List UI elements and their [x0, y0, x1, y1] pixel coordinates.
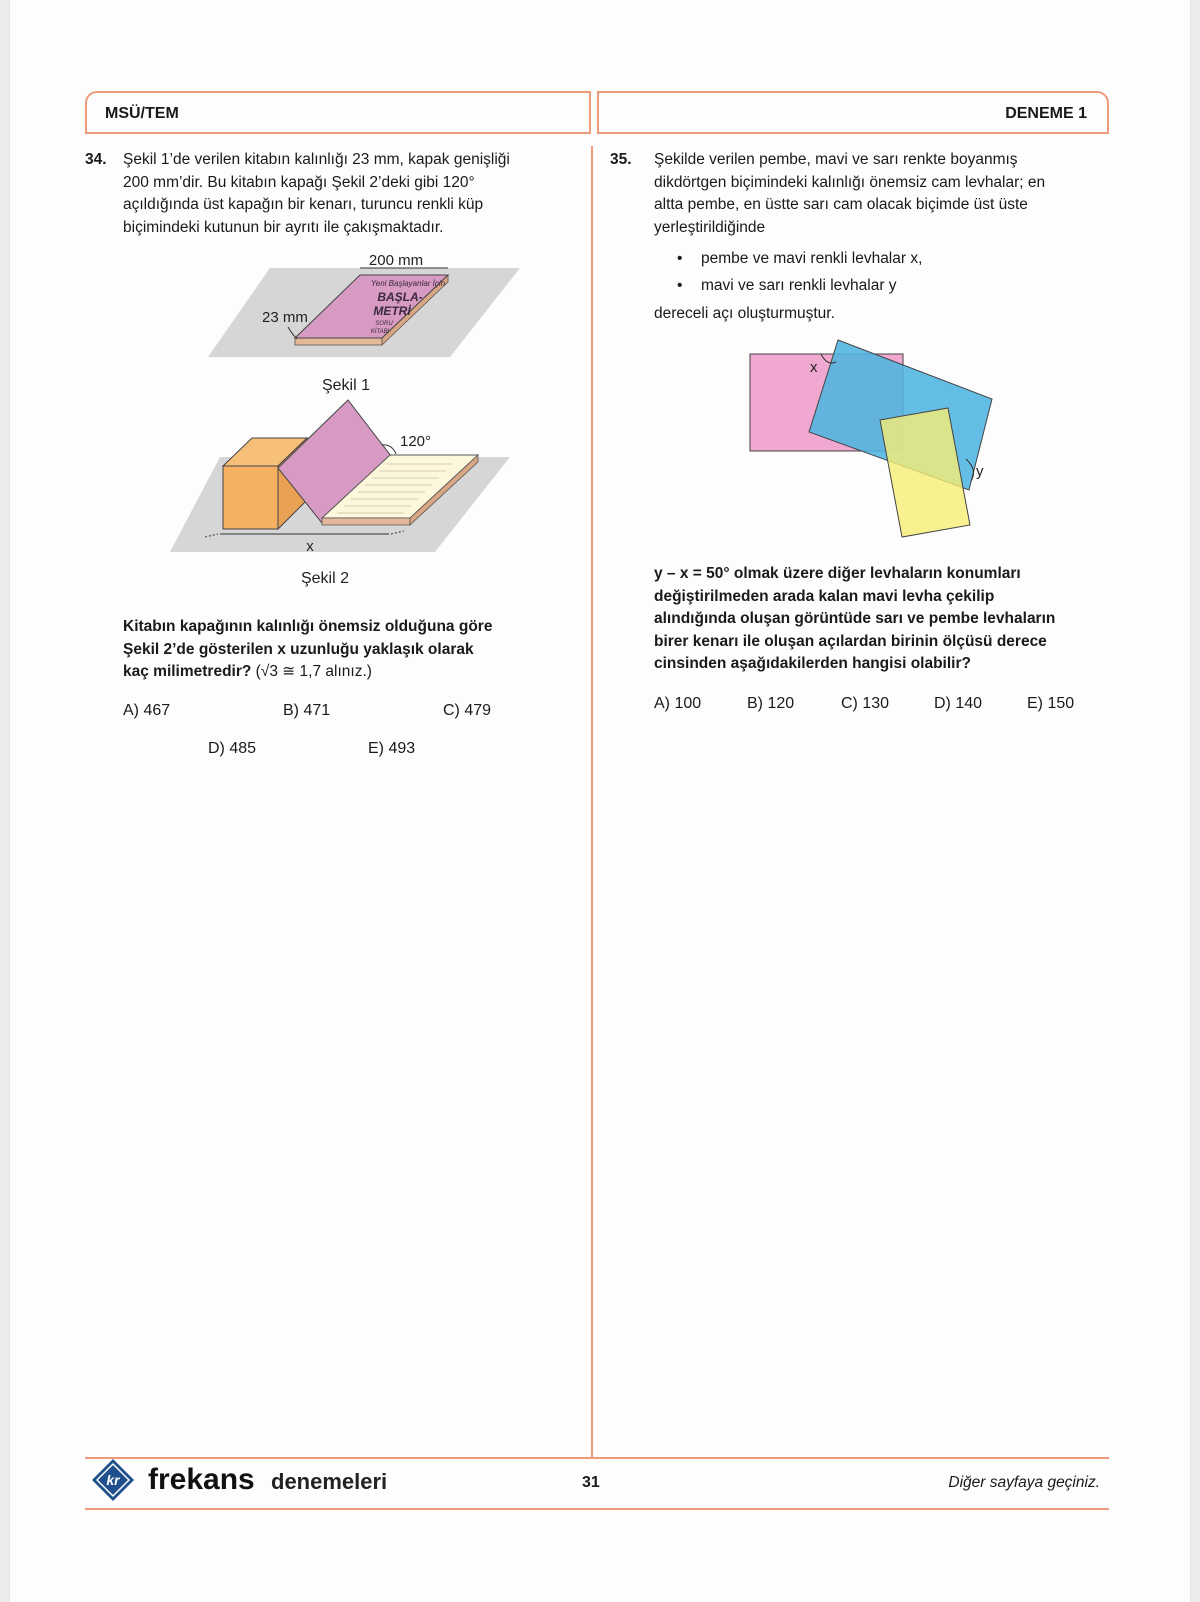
width-label: 200 mm [368, 252, 424, 269]
question-34-number: 34. [85, 151, 107, 168]
q35-outro: dereceli açı oluşturmuştur. [654, 305, 835, 322]
q34-question-line: Kitabın kapağının kalınlığı önemsiz olduğuna göre [123, 618, 493, 635]
q35-option-b[interactable]: B) 120 [747, 695, 795, 712]
question-35-intro [654, 149, 1104, 239]
angle-y-label: y [976, 463, 984, 480]
q35-question-line: birer kenarı ile oluşan açılardan birinin ölçüsü derece [654, 632, 1047, 650]
footer-bottom-rule [85, 1508, 1109, 1510]
figure-glass-plates [750, 340, 1010, 545]
cover-line: Yeni Başlayanlar İçin [370, 279, 446, 288]
header-left-box [85, 91, 591, 134]
question-34-intro [123, 149, 583, 239]
q34-option-e[interactable]: E) 493 [368, 740, 416, 757]
q35-option-a[interactable]: A) 100 [654, 695, 702, 712]
figure-1-book [200, 250, 530, 395]
brand-logo [88, 1455, 388, 1505]
x-label: x [306, 538, 314, 555]
exam-page [10, 0, 1190, 1602]
q34-hint: (√3 ≅ 1,7 alınız.) [255, 663, 372, 680]
figure-2-open-book [160, 400, 520, 595]
figure-2-caption: Şekil 2 [300, 570, 350, 587]
cover-line: BAŞLA- [377, 290, 423, 304]
q34-option-a[interactable]: A) 467 [123, 702, 171, 719]
q35-intro-line: yerleştirildiğinde [654, 218, 766, 236]
cube-front-face [223, 466, 278, 529]
q35-bullet-1: • pembe ve mavi renkli levhalar x, [701, 250, 922, 268]
q34-intro-line: Şekil 1’de verilen kitabın kalınlığı 23 mm, kapak genişliği [123, 151, 510, 168]
figure-1-caption: Şekil 1 [321, 377, 371, 394]
next-page-note: Diğer sayfaya geçiniz. [948, 1474, 1100, 1491]
q34-intro-line: 200 mm’dir. Bu kitabın kapağı Şekil 2’deki gibi 120° [123, 173, 475, 191]
logo-letters: kr [106, 1472, 120, 1488]
question-35-prompt [654, 563, 1104, 676]
exam-type-label: MSÜ/TEM [105, 105, 179, 122]
angle-label: 120° [400, 433, 432, 450]
column-divider [591, 146, 593, 1458]
q34-intro-line: açıldığında üst kapağın bir kenarı, turuncu renkli küp [123, 196, 484, 213]
q35-intro-line: dikdörtgen biçimindeki kalınlığı önemsiz cam levhalar; en [654, 173, 1046, 191]
thickness-label: 23 mm [262, 309, 308, 326]
q35-question-line: değiştirilmeden arada kalan mavi levha çekilip [654, 587, 995, 605]
q35-intro-line: Şekilde verilen pembe, mavi ve sarı renkte boyanmış [654, 151, 1018, 168]
exam-number-label: DENEME 1 [1005, 105, 1087, 122]
q35-intro-line: altta pembe, en üstte sarı cam olacak biçimde üst üste [654, 196, 1028, 213]
q35-option-e[interactable]: E) 150 [1027, 695, 1075, 712]
q34-option-d[interactable]: D) 485 [208, 740, 257, 757]
book-base-front [322, 518, 410, 525]
q35-question-line: cinsinden aşağıdakilerden hangisi olabilir? [654, 655, 971, 672]
angle-x-label: x [810, 359, 818, 376]
cover-line: KİTABI [370, 329, 390, 335]
q35-option-c[interactable]: C) 130 [841, 695, 890, 712]
page-number: 31 [582, 1474, 600, 1491]
q35-question-line: y – x = 50° olmak üzere diğer levhaların konumları [654, 565, 1021, 582]
q35-option-d[interactable]: D) 140 [934, 695, 983, 712]
q34-intro-line: biçimindeki kutunun bir ayrıtı ile çakışmaktadır. [123, 218, 444, 236]
q34-question-line: kaç milimetredir? [123, 663, 252, 680]
brand-suffix: denemeleri [271, 1469, 388, 1494]
question-34-prompt [123, 616, 583, 684]
q34-question-line: Şekil 2’de gösterilen x uzunluğu yaklaşık olarak [123, 640, 474, 658]
header-right-box [597, 91, 1109, 134]
brand-name: frekans [148, 1463, 255, 1496]
q35-bullet-2: • mavi ve sarı renkli levhalar y [701, 277, 897, 295]
q34-option-c[interactable]: C) 479 [443, 702, 492, 719]
q35-question-line: alındığında oluşan görüntüde sarı ve pembe levhaların [654, 610, 1056, 627]
q34-option-b[interactable]: B) 471 [283, 702, 331, 719]
book-spine-front [295, 338, 382, 345]
cover-line: METRİ [373, 304, 411, 318]
question-35-number: 35. [610, 151, 632, 168]
cover-line: SORU [375, 321, 393, 327]
